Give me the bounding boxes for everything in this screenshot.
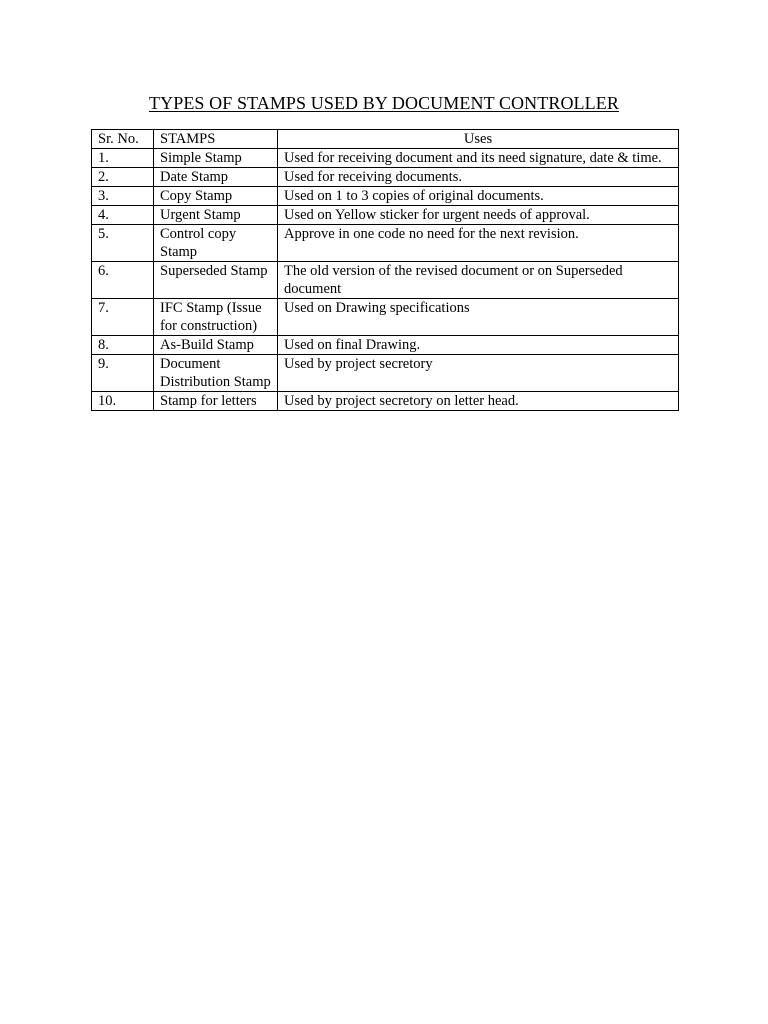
stamp-name: Document Distribution Stamp [154,355,278,392]
table-row [92,355,679,392]
stamp-name: Date Stamp [154,168,278,187]
stamp-name: As-Build Stamp [154,336,278,355]
table-row [92,262,679,299]
table-row [92,206,679,225]
row-number: 2. [92,168,154,187]
row-number: 5. [92,225,154,262]
table-row [92,225,679,262]
row-number: 9. [92,355,154,392]
header-sr-no: Sr. No. [92,130,154,149]
table-row [92,299,679,336]
header-stamps: STAMPS [154,130,278,149]
stamp-name: IFC Stamp (Issue for construction) [154,299,278,336]
stamp-use: Used by project secretory [278,355,679,392]
stamp-use: Approve in one code no need for the next revision. [278,225,679,262]
stamp-name: Control copy Stamp [154,225,278,262]
row-number: 7. [92,299,154,336]
stamp-use: Used for receiving documents. [278,168,679,187]
row-number: 3. [92,187,154,206]
stamp-name: Simple Stamp [154,149,278,168]
row-number: 6. [92,262,154,299]
header-uses: Uses [278,130,679,149]
table-header-row [92,130,679,149]
stamp-use: Used on Yellow sticker for urgent needs of approval. [278,206,679,225]
stamp-name: Superseded Stamp [154,262,278,299]
stamp-use: Used on 1 to 3 copies of original documents. [278,187,679,206]
stamp-name: Stamp for letters [154,392,278,411]
row-number: 1. [92,149,154,168]
table-row [92,187,679,206]
stamps-table [91,129,679,411]
stamp-use: Used on Drawing specifications [278,299,679,336]
stamp-use: Used on final Drawing. [278,336,679,355]
row-number: 10. [92,392,154,411]
stamp-name: Urgent Stamp [154,206,278,225]
row-number: 8. [92,336,154,355]
stamp-name: Copy Stamp [154,187,278,206]
table-row [92,392,679,411]
table-row [92,168,679,187]
document-title: TYPES OF STAMPS USED BY DOCUMENT CONTROLLER [149,93,619,113]
stamp-use: Used by project secretory on letter head. [278,392,679,411]
row-number: 4. [92,206,154,225]
stamp-use: The old version of the revised document or on Superseded document [278,262,679,299]
table-row [92,336,679,355]
stamp-use: Used for receiving document and its need signature, date & time. [278,149,679,168]
table-row [92,149,679,168]
